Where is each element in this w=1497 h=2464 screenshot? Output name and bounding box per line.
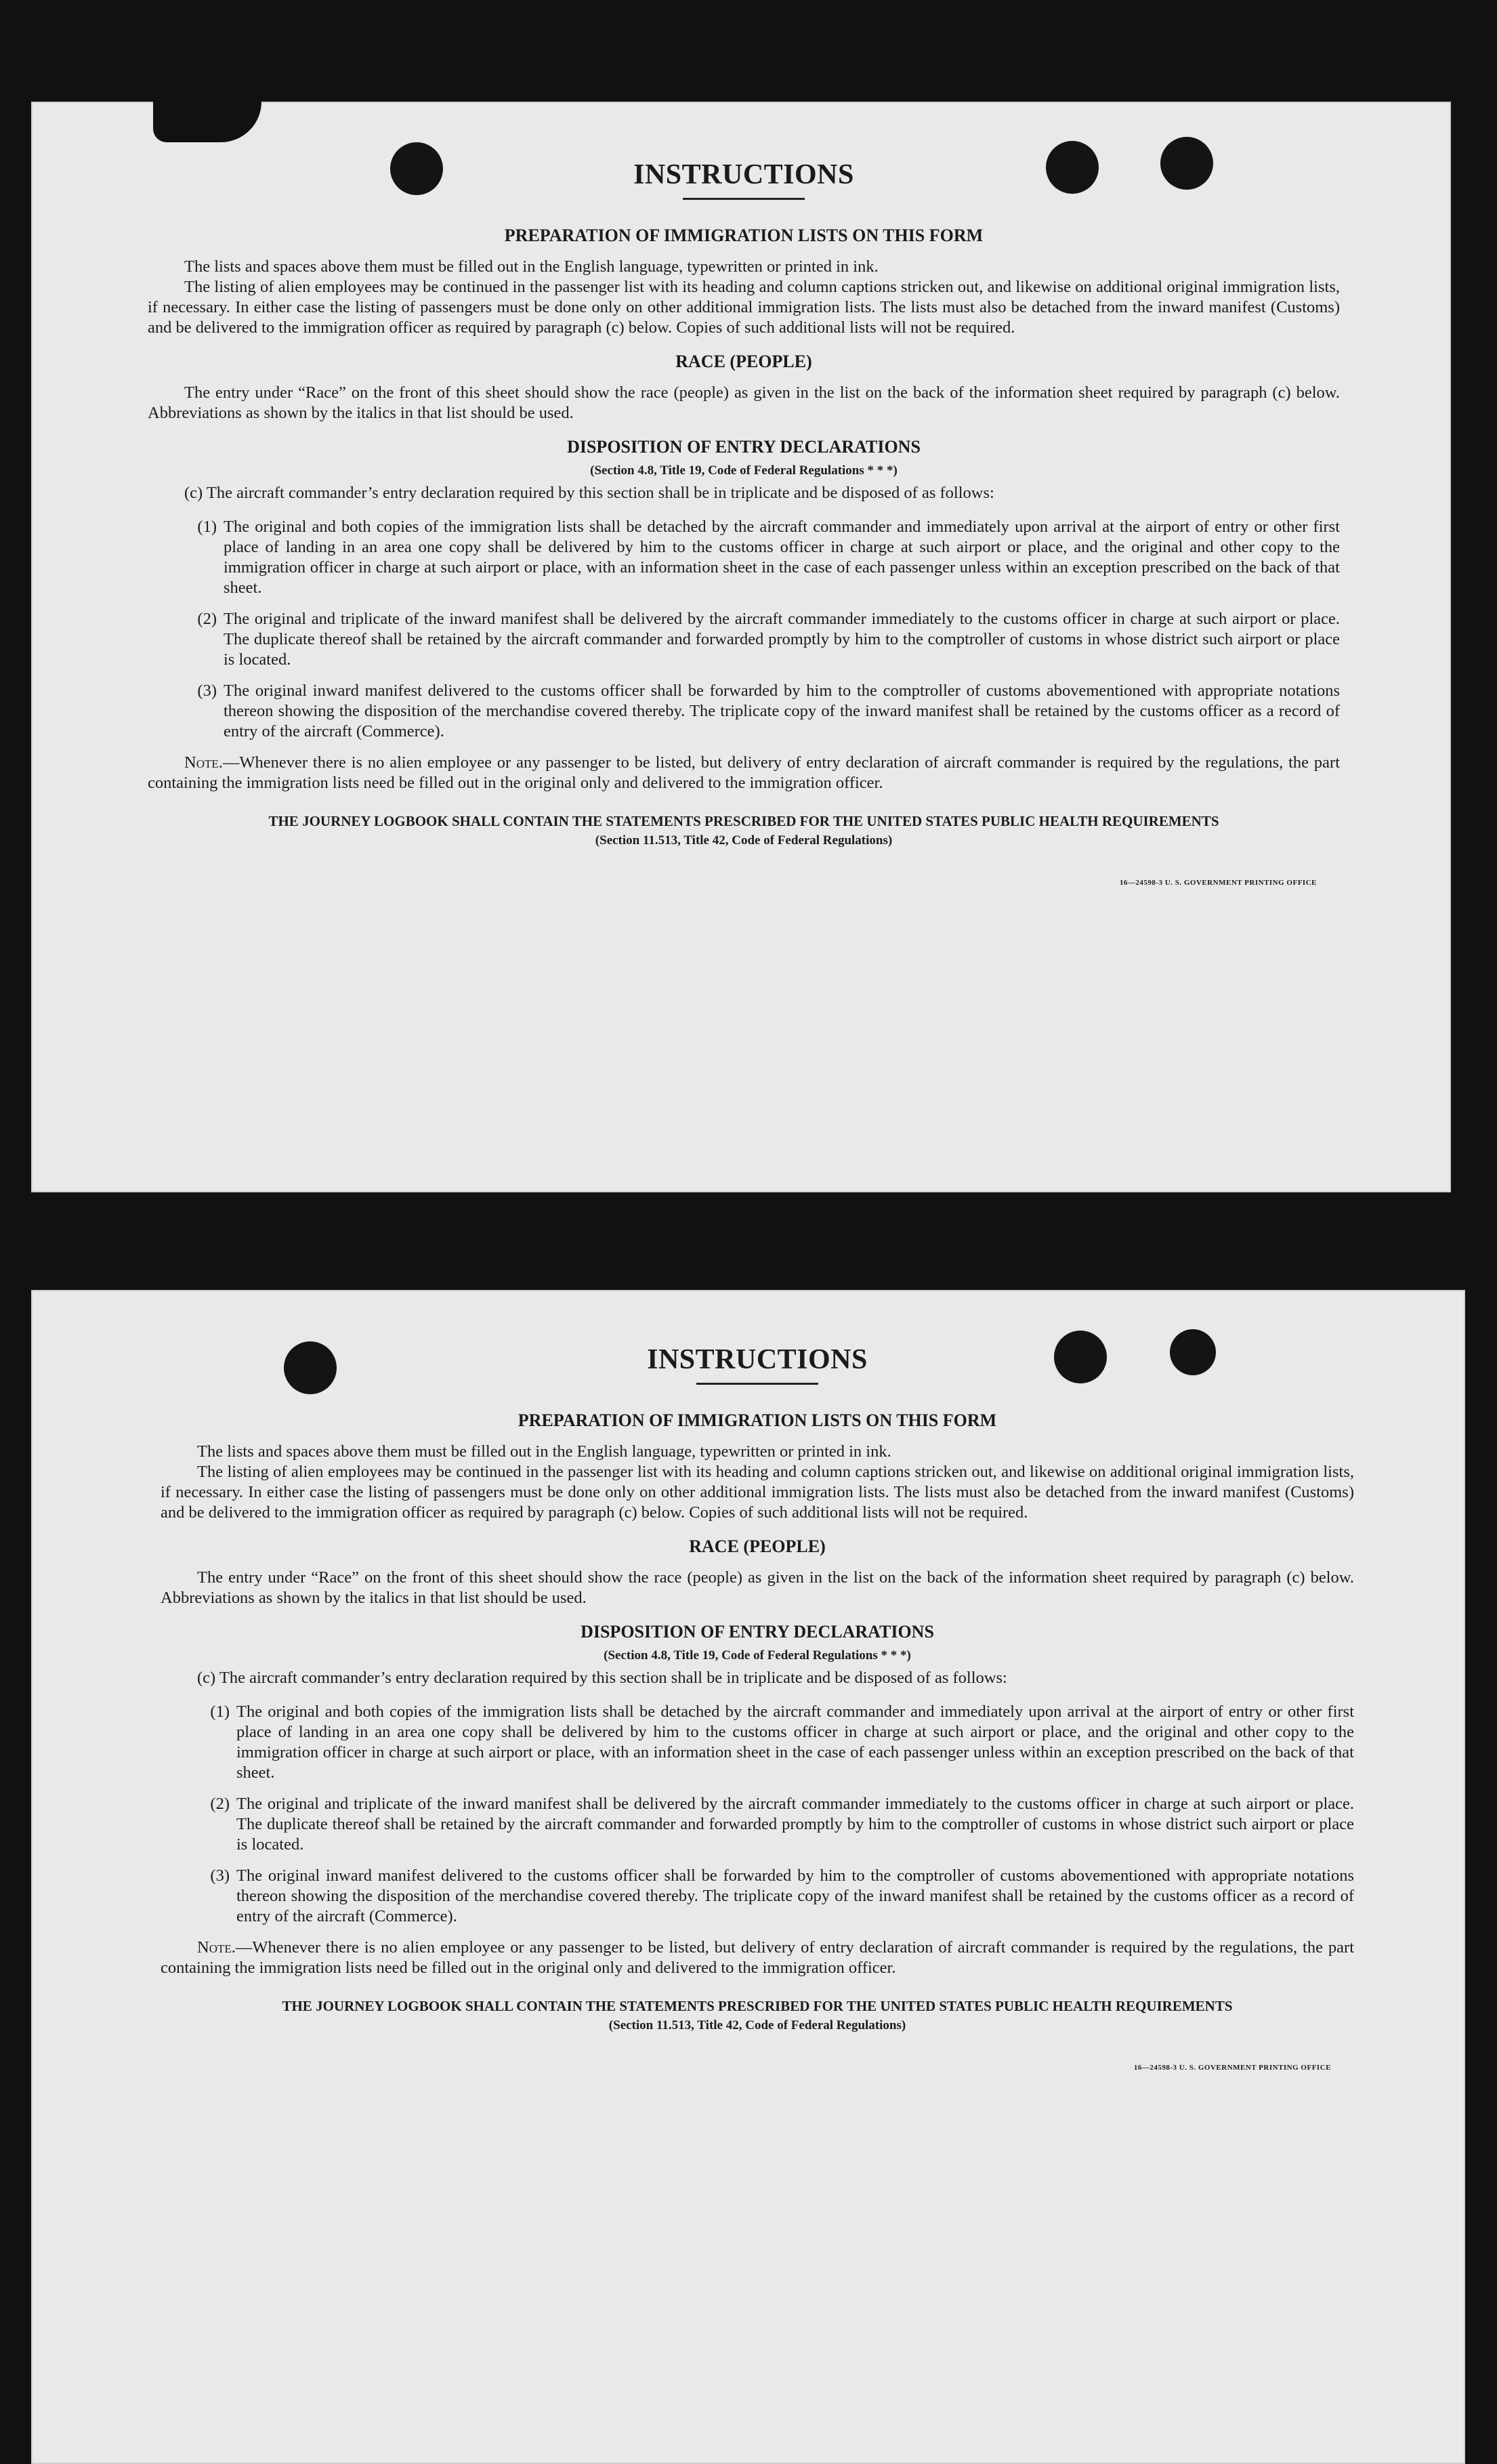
item-number: (1) — [210, 1703, 230, 1721]
list-item — [161, 1702, 1354, 1783]
item-text: The original and triplicate of the inward manifest shall be delivered by the aircraft commander immediately to the customs officer in charge at such airport or place. The duplicate thereof shall be retained by the aircraft commander and forwarded promptly by him to the comptroller of customs in whose district such airport or place is located. — [224, 610, 1340, 669]
note-label: Note. — [197, 1938, 236, 1957]
paragraph: The entry under “Race” on the front of this sheet should show the race (people) as given in the list on the back of the information sheet required by paragraph (c) below. Abbreviations as shown by the italics in that list should be used. — [148, 383, 1340, 422]
item-number: (2) — [197, 610, 217, 628]
list-item — [161, 1866, 1354, 1927]
list-item — [148, 681, 1340, 742]
citation: (Section 11.513, Title 42, Code of Federal Regulations) — [608, 2018, 906, 2032]
note-paragraph — [148, 753, 1340, 793]
note-paragraph — [161, 1938, 1354, 1978]
title-rule — [683, 198, 805, 200]
page-title: INSTRUCTIONS — [633, 159, 854, 190]
instructions-text — [161, 1341, 1354, 2072]
item-number: (3) — [210, 1866, 230, 1885]
item-text: The original inward manifest delivered to the customs officer shall be forwarded by him to the comptroller of customs abovementioned with appropriate notations thereon showing the disposition of the merchandise covered thereby. The triplicate copy of the inward manifest shall be retained by the customs officer as a record of entry of the aircraft (Commerce). — [236, 1866, 1354, 1925]
item-number: (2) — [210, 1795, 230, 1813]
citation: (Section 4.8, Title 19, Code of Federal Regulations * * *) — [604, 1648, 911, 1663]
item-number: (3) — [197, 682, 217, 700]
section-heading: PREPARATION OF IMMIGRATION LISTS ON THIS FORM — [518, 1411, 997, 1430]
item-text: The original and triplicate of the inward manifest shall be delivered by the aircraft commander immediately to the customs officer in charge at such airport or place. The duplicate thereof shall be retained by the aircraft commander and forwarded promptly by him to the comptroller of customs in whose district such airport or place is located. — [236, 1795, 1354, 1854]
paragraph: The lists and spaces above them must be filled out in the English language, typewritten or printed in ink. — [197, 1442, 891, 1461]
section-heading: RACE (PEOPLE) — [675, 352, 812, 371]
section-heading: DISPOSITION OF ENTRY DECLARATIONS — [567, 437, 921, 457]
list-item — [148, 609, 1340, 670]
list-item — [161, 1794, 1354, 1855]
paragraph: (c) The aircraft commander’s entry declaration required by this section shall be in triplicate and be disposed of as follows: — [184, 484, 994, 502]
page-title: INSTRUCTIONS — [647, 1344, 868, 1375]
printer-mark: 16—24598-3 U. S. GOVERNMENT PRINTING OFFICE — [1133, 2064, 1331, 2072]
document-sheet-top — [31, 102, 1451, 1192]
paragraph: (c) The aircraft commander’s entry declaration required by this section shall be in triplicate and be disposed of as follows: — [197, 1669, 1007, 1687]
torn-corner — [153, 102, 261, 142]
section-heading: DISPOSITION OF ENTRY DECLARATIONS — [581, 1622, 934, 1642]
note-text: —Whenever there is no alien employee or any passenger to be listed, but delivery of entry declaration of aircraft commander is required by the regulations, the part containing the immigration lists need be filled out in the original only and delivered to the immigration officer. — [161, 1938, 1354, 1977]
item-text: The original inward manifest delivered to the customs officer shall be forwarded by him to the comptroller of customs abovementioned with appropriate notations thereon showing the disposition of the merchandise covered thereby. The triplicate copy of the inward manifest shall be retained by the customs officer as a record of entry of the aircraft (Commerce). — [224, 682, 1340, 740]
paragraph: The entry under “Race” on the front of this sheet should show the race (people) as given in the list on the back of the information sheet required by paragraph (c) below. Abbreviations as shown by the italics in that list should be used. — [161, 1568, 1354, 1607]
citation: (Section 4.8, Title 19, Code of Federal Regulations * * *) — [590, 463, 898, 478]
item-number: (1) — [197, 518, 217, 536]
paragraph: The listing of alien employees may be continued in the passenger list with its heading and column captions stricken out, and likewise on additional original immigration lists, if necessary. In either case the listing of passengers must be done only on other additional immigration lists. The lists must also be detached from the inward manifest (Customs) and be delivered to the immigration officer as required by paragraph (c) below. Copies of such additional lists will not be required. — [161, 1463, 1354, 1522]
instructions-text — [148, 156, 1340, 887]
document-sheet-bottom — [31, 1290, 1465, 2464]
title-rule — [696, 1383, 818, 1385]
list-item — [148, 517, 1340, 598]
item-text: The original and both copies of the immigration lists shall be detached by the aircraft commander and immediately upon arrival at the airport of entry or other first place of landing in an area one copy shall be delivered by him to the customs officer in charge at such airport or place, and the original and other copy to the immigration officer in charge at such airport or place, with an information sheet in the case of each passenger unless within an exception prescribed on the back of that sheet. — [224, 518, 1340, 597]
printer-mark: 16—24598-3 U. S. GOVERNMENT PRINTING OFFICE — [1119, 879, 1317, 887]
footer-statement: THE JOURNEY LOGBOOK SHALL CONTAIN THE STATEMENTS PRESCRIBED FOR THE UNITED STATES PUBLIC HEALTH REQUIREMENTS — [268, 813, 1219, 829]
section-heading: PREPARATION OF IMMIGRATION LISTS ON THIS FORM — [504, 226, 984, 245]
note-text: —Whenever there is no alien employee or any passenger to be listed, but delivery of entry declaration of aircraft commander is required by the regulations, the part containing the immigration lists need be filled out in the original only and delivered to the immigration officer. — [148, 753, 1340, 792]
paragraph: The lists and spaces above them must be filled out in the English language, typewritten or printed in ink. — [184, 257, 879, 276]
paragraph: The listing of alien employees may be continued in the passenger list with its heading and column captions stricken out, and likewise on additional original immigration lists, if necessary. In either case the listing of passengers must be done only on other additional immigration lists. The lists must also be detached from the inward manifest (Customs) and be delivered to the immigration officer as required by paragraph (c) below. Copies of such additional lists will not be required. — [148, 278, 1340, 337]
footer-statement: THE JOURNEY LOGBOOK SHALL CONTAIN THE STATEMENTS PRESCRIBED FOR THE UNITED STATES PUBLIC HEALTH REQUIREMENTS — [282, 1998, 1233, 2014]
citation: (Section 11.513, Title 42, Code of Federal Regulations) — [595, 833, 893, 848]
section-heading: RACE (PEOPLE) — [689, 1537, 826, 1556]
note-label: Note. — [184, 753, 223, 772]
item-text: The original and both copies of the immigration lists shall be detached by the aircraft commander and immediately upon arrival at the airport of entry or other first place of landing in an area one copy shall be delivered by him to the customs officer in charge at such airport or place, and the original and other copy to the immigration officer in charge at such airport or place, with an information sheet in the case of each passenger unless within an exception prescribed on the back of that sheet. — [236, 1703, 1354, 1782]
